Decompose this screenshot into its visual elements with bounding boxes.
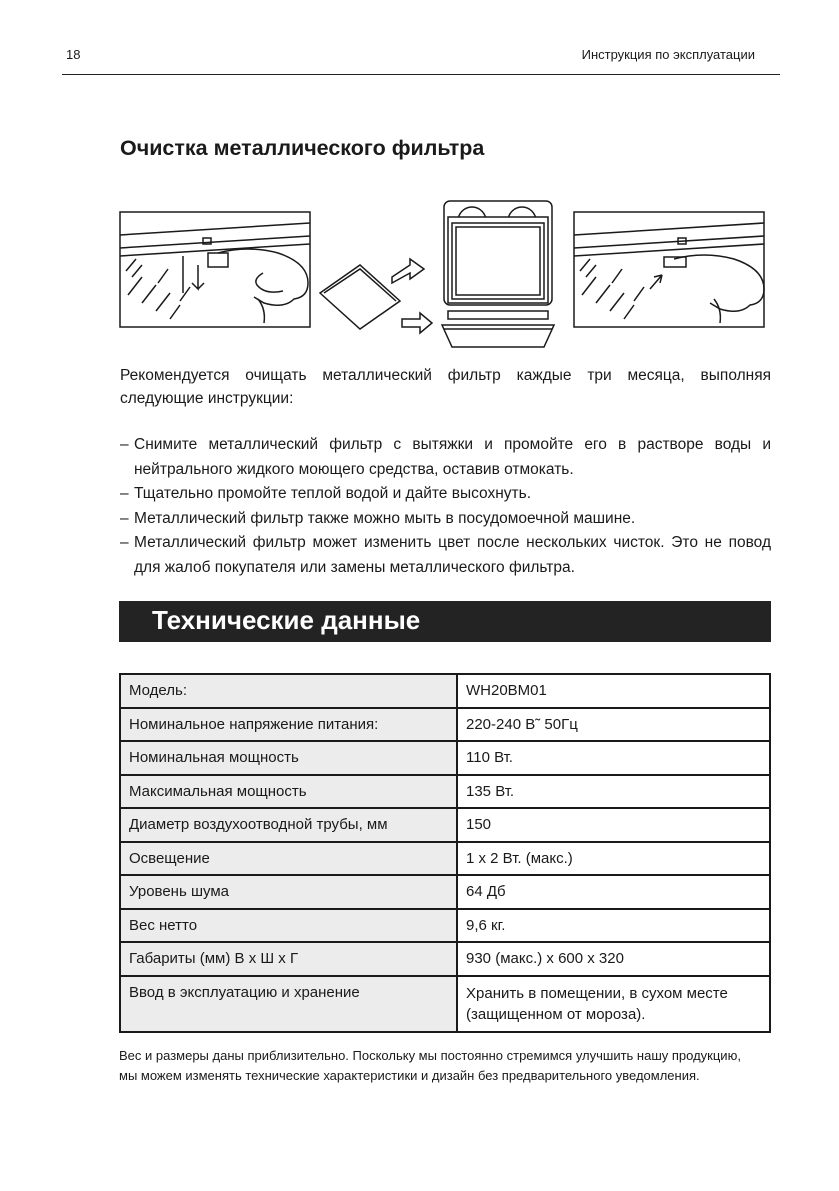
spec-label: Ввод в эксплуатацию и хранение: [120, 976, 457, 1032]
spec-value: 135 Вт.: [457, 775, 770, 809]
table-row: [120, 708, 770, 742]
table-row: [120, 808, 770, 842]
table-row: [120, 842, 770, 876]
step-text: Тщательно промойте теплой водой и дайте высохнуть.: [134, 485, 532, 502]
filter-cleaning-illustration: [118, 193, 768, 351]
spec-label: Номинальное напряжение питания:: [120, 708, 457, 742]
list-item: [120, 433, 771, 482]
table-row: [120, 775, 770, 809]
spec-label: Вес нетто: [120, 909, 457, 943]
filter-steps-list: [120, 433, 771, 580]
spec-value: 220-240 В˜ 50Гц: [457, 708, 770, 742]
step-text: Металлический фильтр также можно мыть в посудомоечной машине.: [134, 509, 636, 527]
step-text: Снимите металлический фильтр с вытяжки и промойте его в растворе воды и нейтрального жидкого моющего средства, оставив отмокать.: [134, 436, 771, 478]
list-bullet: –: [120, 485, 129, 502]
spec-value: 150: [457, 808, 770, 842]
spec-value: 110 Вт.: [457, 741, 770, 775]
spec-footnote: Вес и размеры даны приблизительно. Поскольку мы постоянно стремимся улучшить нашу продукцию, мы можем изменять технические характеристики и дизайн без предварительного уведомления.: [119, 1048, 741, 1083]
list-item: [120, 482, 771, 507]
table-row: [120, 674, 770, 708]
filter-intro-text: Рекомендуется очищать металлический фильтр каждые три месяца, выполняя следующие инструкции:: [120, 367, 771, 407]
spec-value: 930 (макс.) x 600 x 320: [457, 942, 770, 976]
list-item: [120, 507, 771, 532]
table-row: [120, 909, 770, 943]
table-row: [120, 942, 770, 976]
page-number: 18: [66, 47, 81, 62]
spec-label: Диаметр воздухоотводной трубы, мм: [120, 808, 457, 842]
header-divider: [62, 74, 780, 75]
spec-label: Номинальная мощность: [120, 741, 457, 775]
list-bullet: –: [120, 436, 129, 453]
list-bullet: –: [120, 534, 129, 551]
filter-section-title: Очистка металлического фильтра: [120, 136, 485, 160]
table-row: [120, 875, 770, 909]
spec-value: WH20BM01: [457, 674, 770, 708]
tech-section-title: Технические данные: [152, 605, 421, 635]
list-item: [120, 531, 771, 580]
spec-label: Модель:: [120, 674, 457, 708]
spec-label: Освещение: [120, 842, 457, 876]
spec-label: Уровень шума: [120, 875, 457, 909]
header-title: Инструкция по эксплуатации: [581, 47, 755, 62]
page-header: [0, 0, 839, 76]
table-row: [120, 976, 770, 1032]
spec-value: 64 Дб: [457, 875, 770, 909]
table-row: [120, 741, 770, 775]
spec-value: Хранить в помещении, в сухом месте (защищенном от мороза).: [457, 976, 770, 1032]
spec-label: Габариты (мм) В x Ш x Г: [120, 942, 457, 976]
spec-value: 9,6 кг.: [457, 909, 770, 943]
filter-install-panel: [574, 212, 764, 327]
filter-soak-diagram: [320, 201, 554, 347]
spec-label: Максимальная мощность: [120, 775, 457, 809]
step-text: Металлический фильтр может изменить цвет после нескольких чисток. Это не повод для жалоб покупателя или замены металлического фильтра.: [134, 534, 771, 576]
spec-value: 1 x 2 Вт. (макс.): [457, 842, 770, 876]
filter-removal-panel: [120, 212, 310, 327]
spec-table: [119, 673, 771, 1033]
tech-section-banner: [119, 601, 771, 642]
list-bullet: –: [120, 509, 129, 527]
